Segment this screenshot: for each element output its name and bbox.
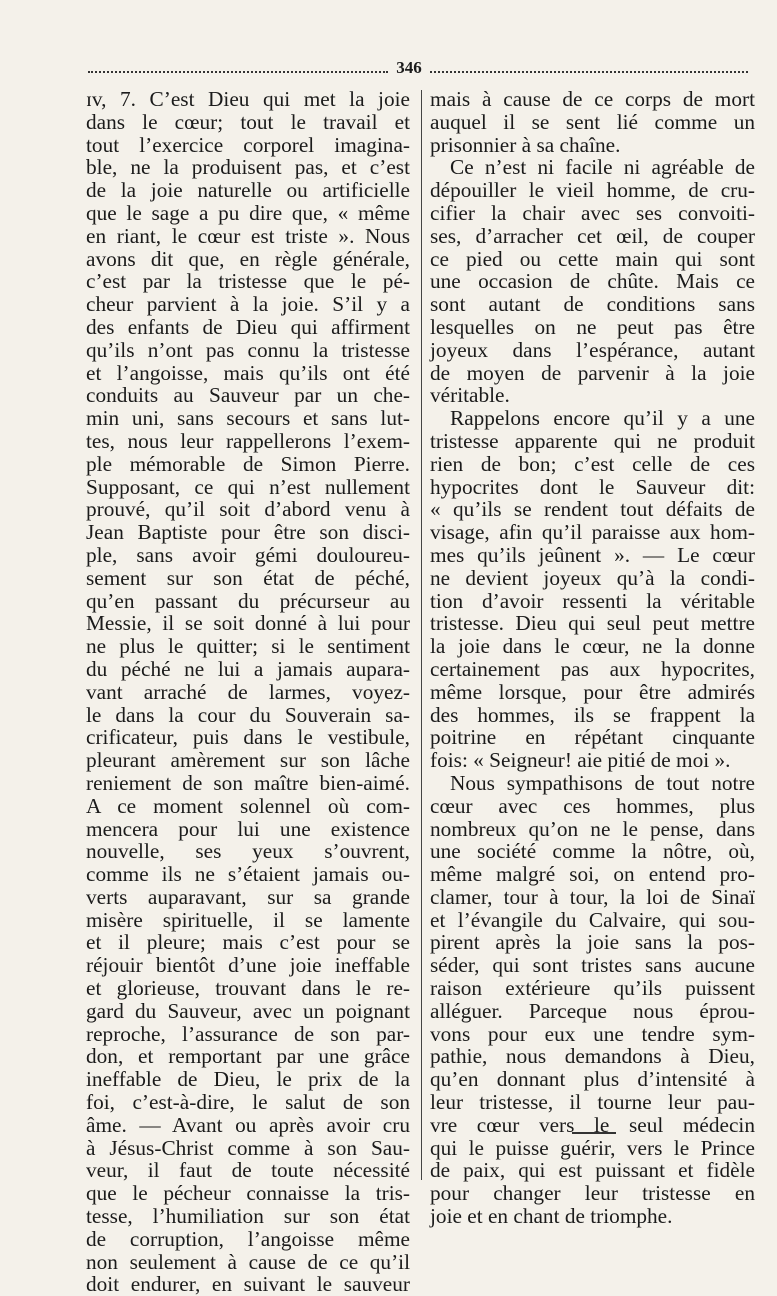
text-line: pleurant amèrement sur son lâche <box>86 748 410 773</box>
text-line: qu’en donnant plus d’intensité à <box>430 1067 755 1092</box>
text-line: dans le cœur; tout le travail et <box>86 109 410 134</box>
text-line: sement sur son état de péché, <box>86 565 410 590</box>
text-line: et l’angoisse, mais qu’ils ont été <box>86 360 410 385</box>
text-line: une occasion de chûte. Mais ce <box>430 269 755 294</box>
text-line: reniement de son maître bien-aimé. <box>86 770 410 795</box>
text-line: « qu’ils se rendent tout défaits de <box>430 497 755 522</box>
text-line: Messie, il se soit donné à lui pour <box>86 611 410 636</box>
text-line: nombreux qu’on ne le pense, dans <box>430 816 755 841</box>
text-line: don, et remportant par une grâce <box>86 1044 410 1069</box>
text-line: des enfants de Dieu qui affirment <box>86 314 410 339</box>
text-line: Rappelons encore qu’il y a une <box>450 406 755 431</box>
text-line: non seulement à cause de ce qu’il <box>86 1249 410 1274</box>
text-line: mais à cause de ce corps de mort <box>430 87 755 111</box>
page-number: 346 <box>396 58 422 77</box>
text-line: comme ils ne s’étaient jamais ou- <box>86 862 410 887</box>
text-line: ble, ne la produisent pas, et c’est <box>86 155 410 180</box>
text-line: prisonnier à sa chaîne. <box>430 132 621 157</box>
text-line: vre cœur vers le seul médecin <box>430 1112 755 1137</box>
text-line: véritable. <box>430 383 510 408</box>
text-line: âme. — Avant ou après avoir cru <box>86 1112 410 1137</box>
text-line: que le sage a pu dire que, « même <box>86 200 410 225</box>
text-line: tristesse. Dieu qui seul peut mettre <box>430 611 755 636</box>
text-line: même lorsque, pour être admirés <box>430 679 755 704</box>
text-line: tion d’avoir ressenti la véritable <box>430 588 755 613</box>
text-line: que le pécheur connaisse la tris- <box>86 1181 410 1206</box>
text-line: séder, qui sont tristes sans aucune <box>430 953 755 978</box>
text-line: ineffable de Dieu, le prix de la <box>86 1067 410 1092</box>
text-line: fois: « Seigneur! aie pitié de moi ». <box>430 748 731 773</box>
text-line: Jean Baptiste pour être son disci- <box>86 520 410 545</box>
text-line: doit endurer, en suivant le sauveur <box>86 1272 410 1296</box>
header-rule-right <box>430 71 748 73</box>
text-line: de moyen de parvenir à la joie <box>430 360 755 385</box>
text-line: mencera pour lui une existence <box>86 816 410 841</box>
text-line: ne plus le quitter; si le sentiment <box>86 634 410 659</box>
text-line: foi, c’est-à-dire, le salut de son <box>86 1090 410 1115</box>
text-line: prouvé, qu’il soit d’abord venu à <box>86 497 410 522</box>
text-line: raison extérieure qu’ils puissent <box>430 976 755 1001</box>
text-line: ple mémorable de Simon Pierre. <box>86 451 410 476</box>
text-line: ce pied ou cette main qui sont <box>430 246 755 271</box>
text-line: qui le puisse guérir, vers le Prince <box>430 1135 755 1160</box>
text-line: min uni, sans secours et sans lut- <box>86 406 410 431</box>
text-line: Ce n’est ni facile ni agréable de <box>450 155 755 180</box>
text-line: sont autant de conditions sans <box>430 292 755 317</box>
text-line: visage, afin qu’il paraisse aux hom- <box>430 520 755 545</box>
text-line: c’est par la tristesse que le pé- <box>86 269 410 294</box>
text-line: et l’évangile du Calvaire, qui sou- <box>430 907 755 932</box>
text-line: hypocrites dont le Sauveur dit: <box>430 474 755 499</box>
left-text-column <box>86 88 410 1296</box>
text-line: et il pleure; mais c’est pour se <box>86 930 410 955</box>
text-line: le dans la cour du Souverain sa- <box>86 702 410 727</box>
text-line: du péché ne lui a jamais aupara- <box>86 656 410 681</box>
text-line: ɪv, 7. C’est Dieu qui met la joie <box>86 87 410 111</box>
right-text-column <box>430 88 755 1228</box>
text-line: vant arraché de larmes, voyez- <box>86 679 410 704</box>
text-line: tout l’exercice corporel imagina- <box>86 132 410 157</box>
text-line: cheur parvient à la joie. S’il y a <box>86 292 410 317</box>
text-line: joie et en chant de triomphe. <box>430 1204 673 1229</box>
text-line: lesquelles on ne peut pas être <box>430 314 755 339</box>
text-line: leur tristesse, il tourne leur pau- <box>430 1090 755 1115</box>
text-line: ses, d’arracher cet œil, de couper <box>430 223 755 248</box>
text-line: cœur avec ces hommes, plus <box>430 793 755 818</box>
text-line: alléguer. Parceque nous éprou- <box>430 998 755 1023</box>
text-line: ple, sans avoir gémi douloureu- <box>86 542 410 567</box>
text-line: qu’en passant du précurseur au <box>86 588 410 613</box>
text-line: rien de bon; c’est celle de ces <box>430 451 755 476</box>
text-line: misère spirituelle, il se lamente <box>86 907 410 932</box>
text-line: cifier la chair avec ses convoiti- <box>430 200 755 225</box>
text-line: et glorieuse, trouvant dans le re- <box>86 976 410 1001</box>
text-line: tristesse apparente qui ne produit <box>430 428 755 453</box>
text-line: à Jésus-Christ comme à son Sau- <box>86 1135 410 1160</box>
text-line: de corruption, l’angoisse même <box>86 1226 410 1251</box>
text-line: verts auparavant, sur sa grande <box>86 884 410 909</box>
text-line: auquel il se sent lié comme un <box>430 109 755 134</box>
text-line: pour changer leur tristesse en <box>430 1181 755 1206</box>
text-line: réjouir bientôt d’une joie ineffable <box>86 953 410 978</box>
text-line: vons pour eux une tendre sym- <box>430 1021 755 1046</box>
text-line: en riant, le cœur est triste ». Nous <box>86 223 410 248</box>
text-line: pathie, nous demandons à Dieu, <box>430 1044 755 1069</box>
text-line: gard du Sauveur, avec un poignant <box>86 998 410 1023</box>
text-line: Supposant, ce qui n’est nullement <box>86 474 410 499</box>
text-line: dépouiller le vieil homme, de cru- <box>430 178 755 203</box>
text-line: poitrine en répétant cinquante <box>430 725 755 750</box>
text-line: joyeux dans l’espérance, autant <box>430 337 755 362</box>
text-line: crificateur, puis dans le vestibule, <box>86 725 410 750</box>
text-line: mes qu’ils jeûnent ». — Le cœur <box>430 542 755 567</box>
text-line: reproche, l’assurance de son par- <box>86 1021 410 1046</box>
text-line: qu’ils n’ont pas connu la tristesse <box>86 337 410 362</box>
text-line: de la joie naturelle ou artificielle <box>86 178 410 203</box>
text-line: clamer, tour à tour, la loi de Sinaï <box>430 884 755 909</box>
text-line: nouvelle, ses yeux s’ouvrent, <box>86 839 410 864</box>
text-line: conduits au Sauveur par un che- <box>86 383 410 408</box>
text-line: pirent après la joie sans la pos- <box>430 930 755 955</box>
text-line: veur, il faut de toute nécessité <box>86 1158 410 1183</box>
column-divider <box>421 90 422 1180</box>
text-line: même malgré soi, on entend pro- <box>430 862 755 887</box>
text-line: des hommes, ils se frappent la <box>430 702 755 727</box>
end-ornament-rule <box>572 1132 616 1134</box>
text-line: de paix, qui est puissant et fidèle <box>430 1158 755 1183</box>
text-line: une société comme la nôtre, où, <box>430 839 755 864</box>
header-rule-left <box>88 71 388 73</box>
text-line: avons dit que, en règle générale, <box>86 246 410 271</box>
text-line: Nous sympathisons de tout notre <box>450 770 755 795</box>
text-line: tes, nous leur rappellerons l’exem- <box>86 428 410 453</box>
page-header <box>88 58 748 80</box>
text-line: la joie dans le cœur, ne la donne <box>430 634 755 659</box>
text-line: certainement pas aux hypocrites, <box>430 656 755 681</box>
text-line: ne devient joyeux qu’à la condi- <box>430 565 755 590</box>
text-line: tesse, l’humiliation sur son état <box>86 1204 410 1229</box>
text-line: A ce moment solennel où com- <box>86 793 410 818</box>
